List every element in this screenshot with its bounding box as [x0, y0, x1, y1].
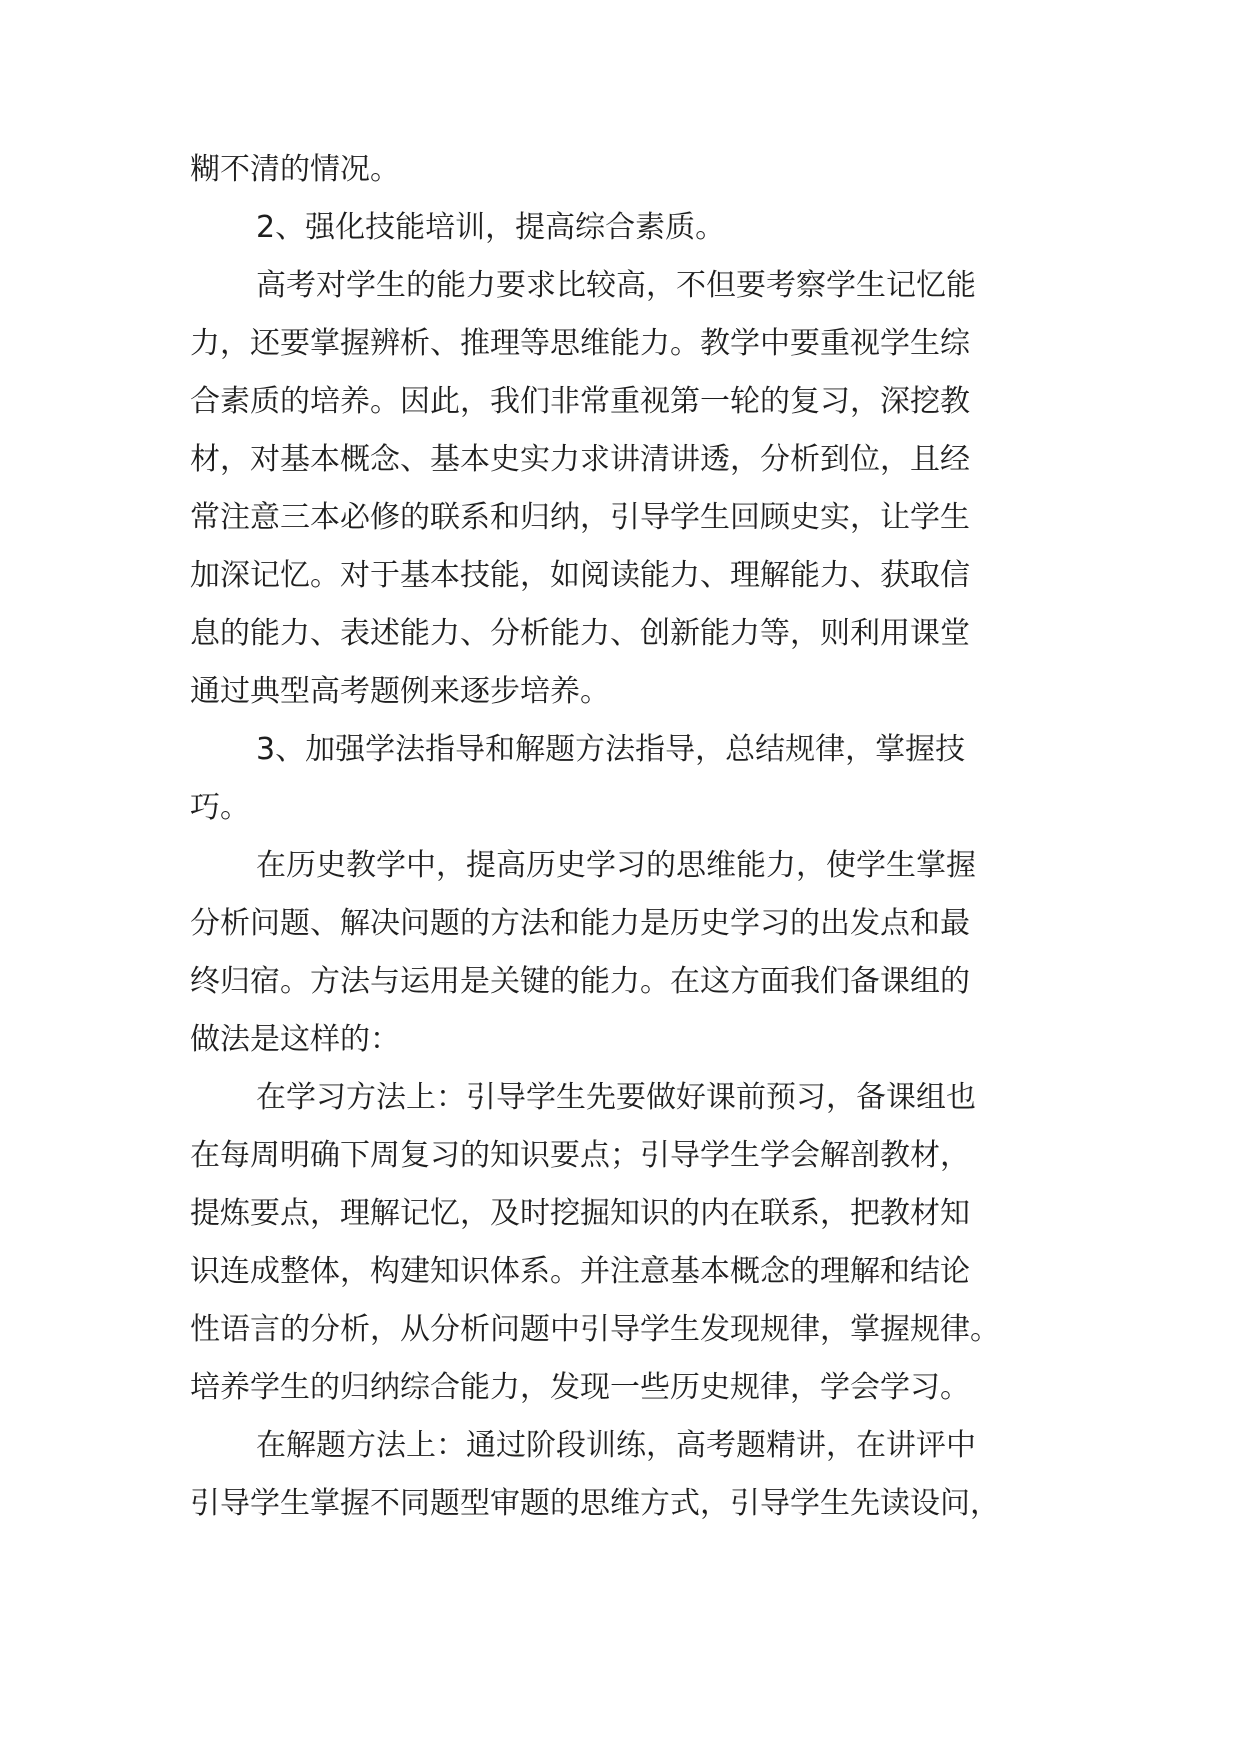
paragraph-line: 终归宿。方法与运用是关键的能力。在这方面我们备课组的: [190, 964, 970, 999]
text-line: 糊不清的情况。: [190, 152, 400, 187]
paragraph-line: 在学习方法上：引导学生先要做好课前预习，备课组也: [256, 1080, 976, 1115]
paragraph-line: 识连成整体，构建知识体系。并注意基本概念的理解和结论: [190, 1254, 970, 1289]
paragraph-line: 息的能力、表述能力、分析能力、创新能力等，则利用课堂: [190, 616, 970, 651]
paragraph-line: 力，还要掌握辨析、推理等思维能力。教学中要重视学生综: [190, 326, 970, 361]
paragraph-line: 常注意三本必修的联系和归纳，引导学生回顾史实，让学生: [190, 500, 970, 535]
paragraph-line: 在历史教学中，提高历史学习的思维能力，使学生掌握: [256, 848, 976, 883]
section-heading-2: 2、强化技能培训，提高综合素质。: [256, 210, 726, 245]
paragraph-line: 加深记忆。对于基本技能，如阅读能力、理解能力、获取信: [190, 558, 970, 593]
paragraph-line: 合素质的培养。因此，我们非常重视第一轮的复习，深挖教: [190, 384, 970, 419]
paragraph-line: 性语言的分析，从分析问题中引导学生发现规律，掌握规律。: [190, 1312, 1000, 1347]
paragraph-line: 做法是这样的：: [190, 1022, 400, 1057]
paragraph-line: 材，对基本概念、基本史实力求讲清讲透，分析到位，且经: [190, 442, 970, 477]
paragraph-line: 引导学生掌握不同题型审题的思维方式，引导学生先读设问，: [190, 1486, 1000, 1521]
paragraph-line: 提炼要点，理解记忆，及时挖掘知识的内在联系，把教材知: [190, 1196, 970, 1231]
paragraph-line: 通过典型高考题例来逐步培养。: [190, 674, 610, 709]
paragraph-line: 在解题方法上：通过阶段训练，高考题精讲，在讲评中: [256, 1428, 976, 1463]
paragraph-line: 分析问题、解决问题的方法和能力是历史学习的出发点和最: [190, 906, 970, 941]
text-line: 巧。: [190, 790, 250, 825]
paragraph-line: 培养学生的归纳综合能力，发现一些历史规律，学会学习。: [190, 1370, 970, 1405]
paragraph-line: 高考对学生的能力要求比较高，不但要考察学生记忆能: [256, 268, 976, 303]
section-heading-3: 3、加强学法指导和解题方法指导，总结规律，掌握技: [256, 732, 966, 767]
paragraph-line: 在每周明确下周复习的知识要点；引导学生学会解剖教材，: [190, 1138, 970, 1173]
